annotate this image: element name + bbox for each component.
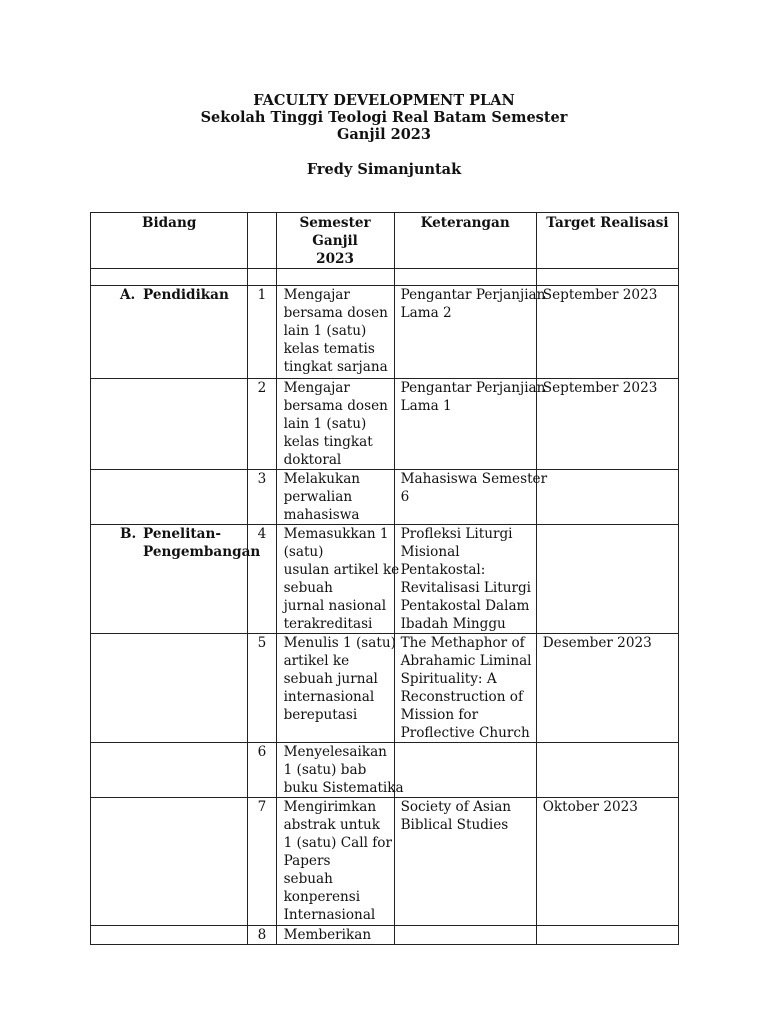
semester-activity (276, 926, 394, 945)
activity-line: Mengajar (283, 287, 350, 303)
activity-line: Internasional (283, 907, 376, 923)
keterangan-line: Proflective Church (400, 725, 530, 741)
activity-line: (satu) (283, 544, 324, 560)
row-number: 5 (248, 634, 276, 743)
activity-line: sebuah (283, 871, 333, 887)
activity-line: sebuah (283, 580, 333, 596)
row-number: 3 (248, 470, 276, 525)
activity-line: usulan artikel ke (283, 562, 400, 578)
keterangan-cell (394, 926, 536, 945)
target-cell (536, 470, 678, 525)
target-cell (536, 743, 678, 798)
document-header (0, 92, 768, 143)
keterangan-line: Revitalisasi Liturgi (400, 580, 531, 596)
activity-line: lain 1 (satu) (283, 323, 367, 339)
activity-line: buku Sistematika (283, 780, 404, 796)
activity-line: lain 1 (satu) (283, 416, 367, 432)
header-keterangan: Keterangan (394, 213, 536, 269)
keterangan-line: Abrahamic Liminal (400, 653, 532, 669)
semester-activity (276, 470, 394, 525)
section-a-letter: A. (120, 287, 136, 303)
keterangan-line: Pentakostal: (400, 562, 486, 578)
row-number: 1 (248, 286, 276, 379)
semester-line: Ganjil 2023 (337, 126, 431, 143)
keterangan-cell (394, 798, 536, 926)
activity-line: sebuah jurnal (283, 671, 378, 687)
activity-line: abstrak untuk (283, 817, 380, 833)
table-row (91, 525, 679, 634)
activity-line: bersama dosen (283, 398, 388, 414)
semester-activity (276, 286, 394, 379)
activity-line: jurnal nasional (283, 598, 387, 614)
keterangan-line: Mahasiswa Semester (400, 471, 548, 487)
semester-activity (276, 379, 394, 470)
keterangan-line: 6 (400, 489, 410, 505)
activity-line: doktoral (283, 452, 342, 468)
activity-line: perwalian (283, 489, 353, 505)
row-number: 4 (248, 525, 276, 634)
author-name: Fredy Simanjuntak (306, 161, 462, 178)
table-row (91, 926, 679, 945)
keterangan-line: Pentakostal Dalam (400, 598, 530, 614)
semester-activity (276, 798, 394, 926)
activity-line: Papers (283, 853, 331, 869)
row-number: 2 (248, 379, 276, 470)
keterangan-line: Lama 2 (400, 305, 452, 321)
activity-line: Mengirimkan (283, 799, 377, 815)
institution-line: Sekolah Tinggi Teologi Real Batam Semester (200, 109, 568, 126)
section-b-letter: B. (120, 526, 137, 542)
target-cell (536, 926, 678, 945)
document-title: FACULTY DEVELOPMENT PLAN (253, 92, 515, 109)
header-semester (276, 213, 394, 269)
table-row (91, 379, 679, 470)
semester-activity (276, 634, 394, 743)
activity-line: 1 (satu) Call for (283, 835, 392, 851)
keterangan-line: Lama 1 (400, 398, 452, 414)
activity-line: konperensi (283, 889, 361, 905)
section-b-cell (91, 525, 261, 634)
activity-line: tingkat sarjana (283, 359, 388, 375)
activity-line: kelas tingkat (283, 434, 373, 450)
activity-line: Menyelesaikan (283, 744, 387, 760)
activity-line: internasional (283, 689, 375, 705)
activity-line: Memberikan (283, 927, 372, 943)
target-cell: September 2023 (536, 286, 678, 379)
section-b-label-line1: Penelitan- (143, 526, 221, 542)
keterangan-line: Misional (400, 544, 460, 560)
keterangan-cell (394, 634, 536, 743)
section-b-label-line2: Pengembangan (143, 544, 261, 560)
activity-line: terakreditasi (283, 616, 373, 632)
section-a-label: Pendidikan (143, 287, 229, 303)
target-cell (536, 525, 678, 634)
keterangan-cell (394, 286, 546, 379)
keterangan-line: Ibadah Minggu (400, 616, 506, 632)
development-plan-table (90, 212, 679, 945)
keterangan-line: Society of Asian (400, 799, 512, 815)
row-number: 8 (248, 926, 276, 945)
header-semester-line1: Semester Ganjil (299, 215, 371, 249)
table-header-row (91, 213, 679, 269)
table-row (91, 286, 679, 379)
table-row (91, 470, 679, 525)
keterangan-line: Profleksi Liturgi (400, 526, 513, 542)
section-a-cell (91, 286, 248, 379)
keterangan-line: Pengantar Perjanjian (400, 287, 546, 303)
section-b-label (143, 525, 260, 561)
header-no (248, 213, 276, 269)
row-number: 6 (248, 743, 276, 798)
keterangan-cell (394, 525, 536, 634)
keterangan-line: Spirituality: A (400, 671, 497, 687)
keterangan-line: Pengantar Perjanjian (400, 380, 546, 396)
activity-line: Menulis 1 (satu) (283, 635, 396, 651)
keterangan-line: The Methaphor of (400, 635, 525, 651)
activity-line: bersama dosen (283, 305, 388, 321)
keterangan-cell (394, 743, 536, 798)
activity-line: Memasukkan 1 (283, 526, 389, 542)
header-bidang: Bidang (91, 213, 248, 269)
activity-line: 1 (satu) bab (283, 762, 367, 778)
target-cell: Desember 2023 (536, 634, 678, 743)
table-row (91, 743, 679, 798)
activity-line: artikel ke (283, 653, 350, 669)
activity-line: Melakukan (283, 471, 361, 487)
table-row (91, 798, 679, 926)
activity-line: mahasiswa (283, 507, 360, 523)
keterangan-line: Mission for (400, 707, 479, 723)
target-cell: September 2023 (536, 379, 678, 470)
semester-activity (276, 743, 404, 798)
header-target: Target Realisasi (536, 213, 678, 269)
table-row (91, 634, 679, 743)
keterangan-line: Biblical Studies (400, 817, 509, 833)
keterangan-line: Reconstruction of (400, 689, 523, 705)
keterangan-cell (394, 379, 546, 470)
activity-line: bereputasi (283, 707, 358, 723)
target-cell: Oktober 2023 (536, 798, 678, 926)
semester-activity (276, 525, 400, 634)
activity-line: Mengajar (283, 380, 350, 396)
table-spacer-row (91, 269, 679, 286)
keterangan-cell (394, 470, 548, 525)
row-number: 7 (248, 798, 276, 926)
activity-line: kelas tematis (283, 341, 375, 357)
header-semester-line2: 2023 (316, 251, 354, 267)
